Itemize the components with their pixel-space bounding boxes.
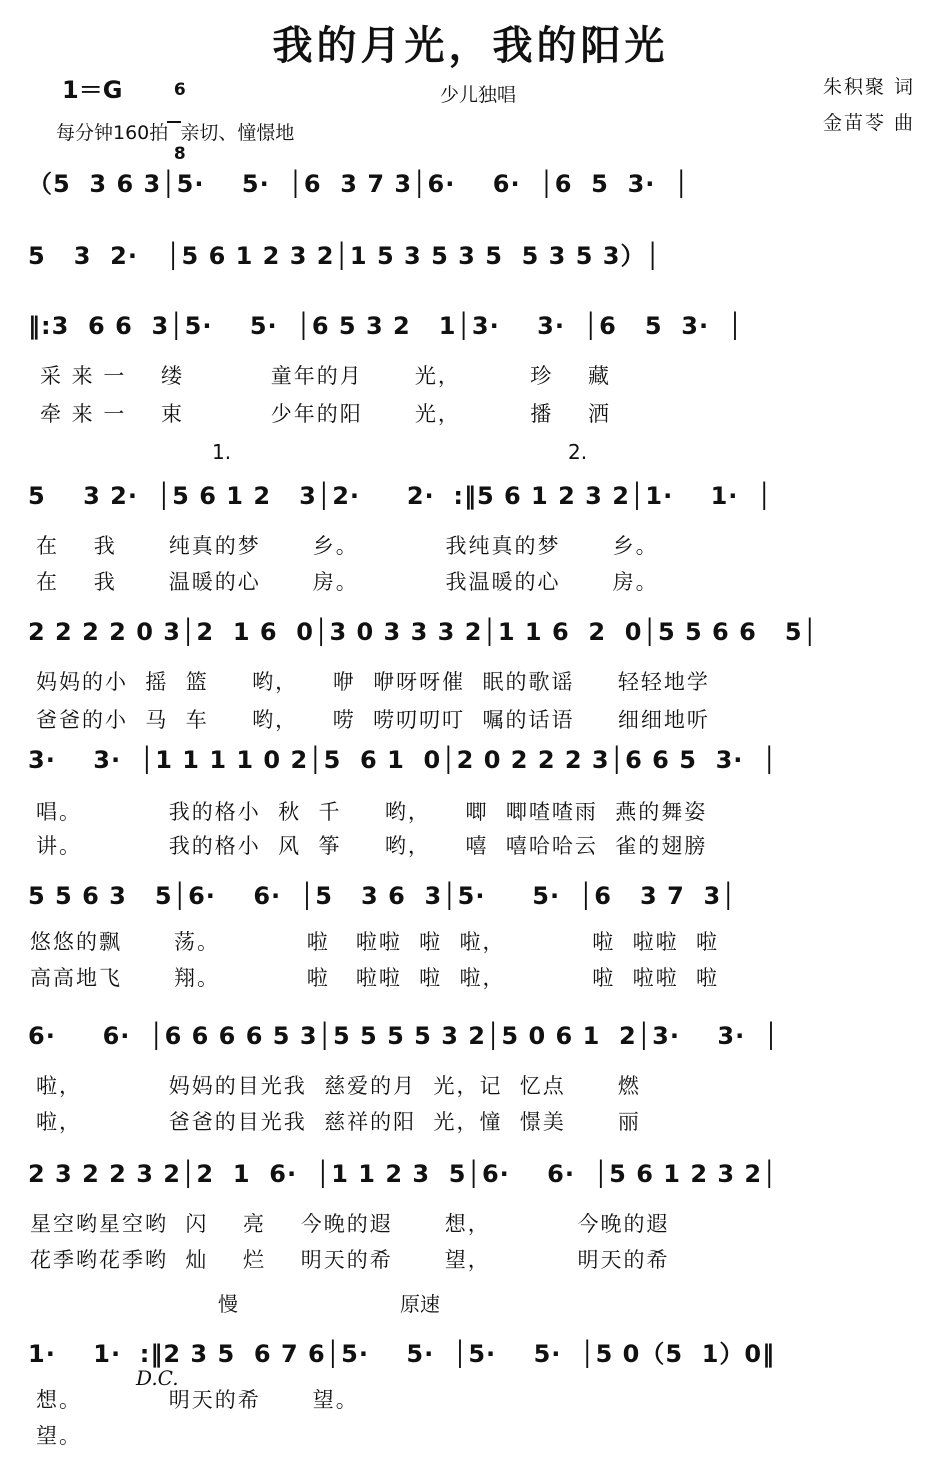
score-row-10 [28, 1320, 918, 1372]
notation-line: 3· 3· │1 1 1 1 0 2│5 6 1 0│2 0 2 2 2 3│6 6 5 3· │ [28, 746, 778, 774]
lyrics-verse-2: 望。 [36, 1424, 82, 1448]
key-signature: 1＝G [62, 76, 123, 104]
tempo-marking: 每分钟160拍 亲切、憧憬地 [56, 122, 295, 144]
score-row-7 [28, 868, 918, 920]
notation-line: 1· 1· :‖2 3 5 6 7 6│5· 5· │5· 5· │5 0（5 1）0‖ [28, 1340, 776, 1368]
notation-line: 5 3 2· │5 6 1 2 3 2│1 5 3 5 3 5 5 3 5 3）│ [28, 242, 661, 270]
time-signature [162, 60, 186, 164]
notation-line: 6· 6· │6 6 6 6 5 3│5 5 5 5 3 2│5 0 6 1 2│3· 3· │ [28, 1022, 780, 1050]
lyrics-verse-2: 在 我 温暖的心 房。 我温暖的心 房。 [36, 570, 659, 594]
lyrics-verse-1: 采 来 一 缕 童年的月 光， 珍 藏 [40, 364, 611, 388]
notation-line: （5 3 6 3│5· 5· │6 3 7 3│6· 6· │6 5 3· │ [28, 170, 690, 198]
score-row-6 [28, 732, 918, 784]
score-row-5 [28, 604, 918, 656]
lyrics-verse-1: 想。 明天的希 望。 [36, 1388, 359, 1412]
score-row-3 [28, 298, 918, 350]
volta-2-label: 2. [568, 440, 588, 464]
lyrics-verse-2: 爸爸的小 马 车 哟， 唠 唠叨叨叮 嘱的话语 细细地听 [36, 708, 710, 732]
score-row-9 [28, 1146, 918, 1198]
tempo-original-marking: 原速 [400, 1292, 440, 1316]
lyrics-verse-1: 啦， 妈妈的目光我 慈爱的月 光，记 忆点 燃 [36, 1074, 641, 1098]
notation-line: 2 3 2 2 3 2│2 1 6· │1 1 2 3 5│6· 6· │5 6 1 2 3 2│ [28, 1160, 778, 1188]
volta-1-label: 1. [212, 440, 232, 464]
lyrics-verse-2: 花季哟花季哟 灿 烂 明天的希 望， 明天的希 [30, 1248, 670, 1272]
lyricist-credit: 朱积聚 词 [822, 76, 915, 98]
da-capo-marking: D.C. [136, 1366, 179, 1390]
tempo-slow-marking: 慢 [218, 1292, 238, 1316]
lyrics-verse-1: 悠悠的飘 荡。 啦 啦啦 啦 啦， 啦 啦啦 啦 [30, 930, 719, 954]
performance-type: 少儿独唱 [440, 84, 517, 106]
lyrics-verse-2: 啦， 爸爸的目光我 慈祥的阳 光，憧 憬美 丽 [36, 1110, 641, 1134]
lyrics-verse-1: 妈妈的小 摇 篮 哟， 咿 咿呀呀催 眠的歌谣 轻轻地学 [36, 670, 710, 694]
lyrics-verse-1: 唱。 我的格小 秋 千 哟， 唧 唧喳喳雨 燕的舞姿 [36, 800, 708, 824]
lyrics-verse-2: 牵 来 一 束 少年的阳 光， 播 洒 [40, 402, 611, 426]
lyrics-verse-1: 星空哟星空哟 闪 亮 今晚的遐 想， 今晚的遐 [30, 1212, 670, 1236]
score-row-4 [28, 468, 918, 520]
song-title: 我的月光，我的阳光 [272, 22, 669, 69]
time-signature-top: 6 [173, 80, 186, 100]
time-signature-bottom: 8 [173, 144, 186, 164]
score-row-2 [28, 222, 918, 274]
notation-line: ‖:3 6 6 3│5· 5· │6 5 3 2 1│3· 3· │6 5 3· │ [28, 312, 744, 340]
notation-line: 5 5 6 3 5│6· 6· │5 3 6 3│5· 5· │6 3 7 3│ [28, 882, 737, 910]
score-row-8 [28, 1008, 918, 1060]
composer-credit: 金苗苓 曲 [822, 112, 915, 134]
notation-line: 5 3 2· │5 6 1 2 3│2· 2· :‖5 6 1 2 3 2│1· 1· │ [28, 482, 773, 510]
score-row-1 [28, 150, 918, 202]
lyrics-verse-1: 在 我 纯真的梦 乡。 我纯真的梦 乡。 [36, 534, 659, 558]
lyrics-verse-2: 讲。 我的格小 风 筝 哟， 嘻 嘻哈哈云 雀的翅膀 [36, 834, 708, 858]
lyrics-verse-2: 高高地飞 翔。 啦 啦啦 啦 啦， 啦 啦啦 啦 [30, 966, 719, 990]
notation-line: 2 2 2 2 0 3│2 1 6 0│3 0 3 3 3 2│1 1 6 2 0│5 5 6 6 5│ [28, 618, 819, 646]
